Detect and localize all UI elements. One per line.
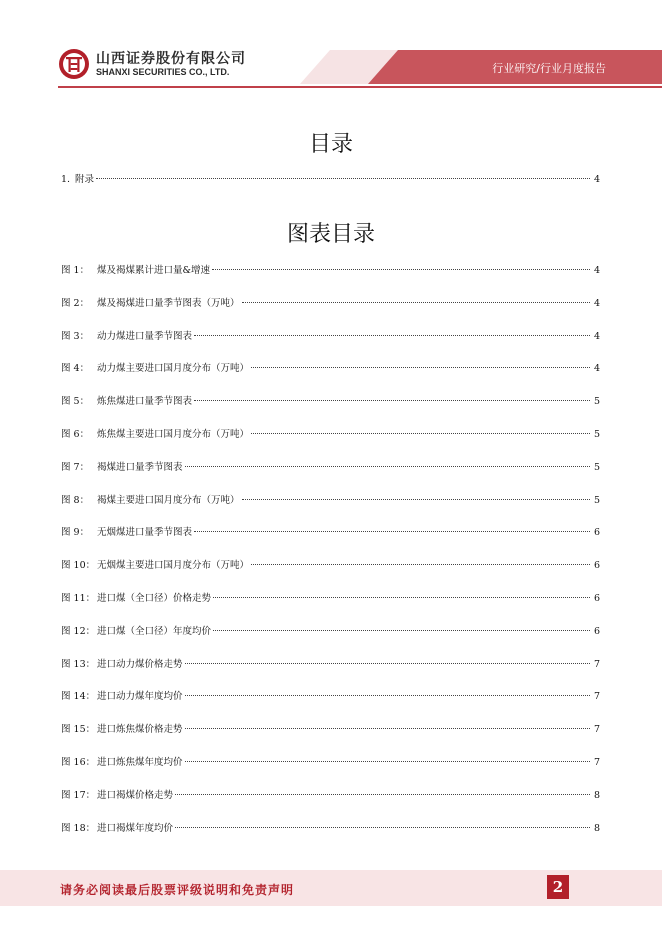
entry-number: 图 2： [61,297,90,309]
header-divider [58,86,662,88]
entry-page: 6 [593,625,600,637]
toc-entry[interactable] [61,524,600,538]
dot-leader [251,433,590,434]
dot-leader [194,335,590,336]
toc-entry[interactable] [61,656,600,670]
dot-leader [185,728,590,729]
toc-entry[interactable] [61,787,600,801]
entry-number: 图 5： [61,396,90,408]
entry-page: 4 [593,363,600,375]
toc-entry[interactable] [61,459,600,473]
entry-page: 6 [593,560,600,572]
dot-leader [185,761,590,762]
entry-number: 图 11： [61,593,96,604]
dot-leader [251,367,590,368]
entry-label: 进口褐煤价格走势 [97,789,174,801]
company-name-cn: 山西证券股份有限公司 [96,51,246,67]
entry-page: 6 [593,527,600,539]
entry-number: 图 1： [61,265,90,276]
entry-label: 煤及褐煤进口量季节图表（万吨） [97,297,240,309]
toc-entry[interactable] [61,492,600,506]
toc-entry[interactable] [61,754,600,768]
entry-label: 褐煤进口量季节图表 [97,461,183,473]
entry-number: 图 14： [61,691,96,703]
entry-label: 进口煤（全口径）年度均价 [97,625,212,637]
dot-leader [212,269,590,270]
entry-page: 6 [593,593,600,604]
entry-label: 煤及褐煤累计进口量&增速 [97,265,210,276]
dot-leader [242,499,590,500]
toc-entry[interactable] [61,688,600,702]
dot-leader [194,531,590,532]
toc-entry[interactable] [61,393,600,407]
entry-number: 图 3： [61,330,90,342]
entry-number: 图 17： [61,789,96,801]
figures-title: 图表目录 [286,222,375,247]
entry-page: 7 [593,691,600,703]
entry-number: 图 18： [61,822,96,834]
dot-leader [175,794,590,795]
entry-number: 图 15： [61,724,96,736]
toc-entry[interactable] [61,360,600,374]
entry-label: 动力煤主要进口国月度分布（万吨） [97,363,250,375]
entry-page: 5 [593,494,600,506]
page-header [0,0,662,90]
entry-page: 8 [593,822,600,834]
entry-label: 炼焦煤主要进口国月度分布（万吨） [97,429,250,440]
dot-leader [242,302,590,303]
company-name-en: SHANXI SECURITIES CO., LTD. [96,67,230,77]
toc-entry[interactable] [61,295,600,309]
entry-number: 图 6： [61,429,90,440]
toc-entry[interactable] [61,262,600,276]
entry-label: 进口炼焦煤价格走势 [97,724,183,736]
entry-label: 无烟煤主要进口国月度分布（万吨） [97,560,250,572]
entry-number: 图 13： [61,658,96,670]
entry-page: 4 [593,265,600,276]
dot-leader [213,630,590,631]
entry-label: 进口煤（全口径）价格走势 [97,593,212,604]
entry-number: 图 9： [61,527,90,539]
entry-page: 7 [593,757,600,768]
entry-page: 4 [593,330,600,342]
dot-leader [213,597,590,598]
dot-leader [96,178,590,179]
dot-leader [185,466,590,467]
entry-number: 图 16： [61,757,96,768]
entry-label: 褐煤主要进口国月度分布（万吨） [97,494,240,506]
toc-entry[interactable] [61,426,600,440]
entry-page: 5 [593,461,600,473]
entry-page: 4 [593,297,600,309]
toc-entry[interactable] [61,590,600,604]
entry-label: 进口动力煤年度均价 [97,691,183,703]
entry-label: 动力煤进口量季节图表 [97,330,193,342]
report-type: 行业研究/行业月度报告 [492,62,606,75]
toc-entry[interactable] [61,171,600,185]
disclaimer-text: 请务必阅读最后股票评级说明和免责声明 [60,883,295,897]
entry-page: 7 [593,724,600,736]
entry-label: 无烟煤进口量季节图表 [97,527,193,539]
entry-number: 图 12： [61,625,96,637]
entry-label: 进口炼焦煤年度均价 [97,757,183,768]
toc-entry[interactable] [61,623,600,637]
toc-title: 目录 [308,132,353,157]
entry-number: 图 7： [61,461,90,473]
entry-number: 图 10： [61,560,96,572]
dot-leader [175,827,590,828]
entry-label: 附录 [75,174,95,185]
entry-label: 进口动力煤价格走势 [97,658,183,670]
entry-number: 图 8： [61,494,90,506]
dot-leader [185,695,590,696]
entry-page: 5 [593,429,600,440]
entry-page: 5 [593,396,600,408]
entry-page: 7 [593,658,600,670]
entry-label: 进口褐煤年度均价 [97,822,174,834]
entry-label: 炼焦煤进口量季节图表 [97,396,193,408]
toc-entry[interactable] [61,721,600,735]
dot-leader [194,400,590,401]
entry-number: 图 4： [61,363,90,375]
entry-page: 8 [593,789,600,801]
toc-entry[interactable] [61,557,600,571]
entry-number: 1. [61,174,71,185]
dot-leader [251,564,590,565]
dot-leader [185,663,590,664]
entry-page: 4 [593,174,600,185]
toc-entry[interactable] [61,328,600,342]
toc-entry[interactable] [61,820,600,834]
page-number: 2 [547,875,569,899]
